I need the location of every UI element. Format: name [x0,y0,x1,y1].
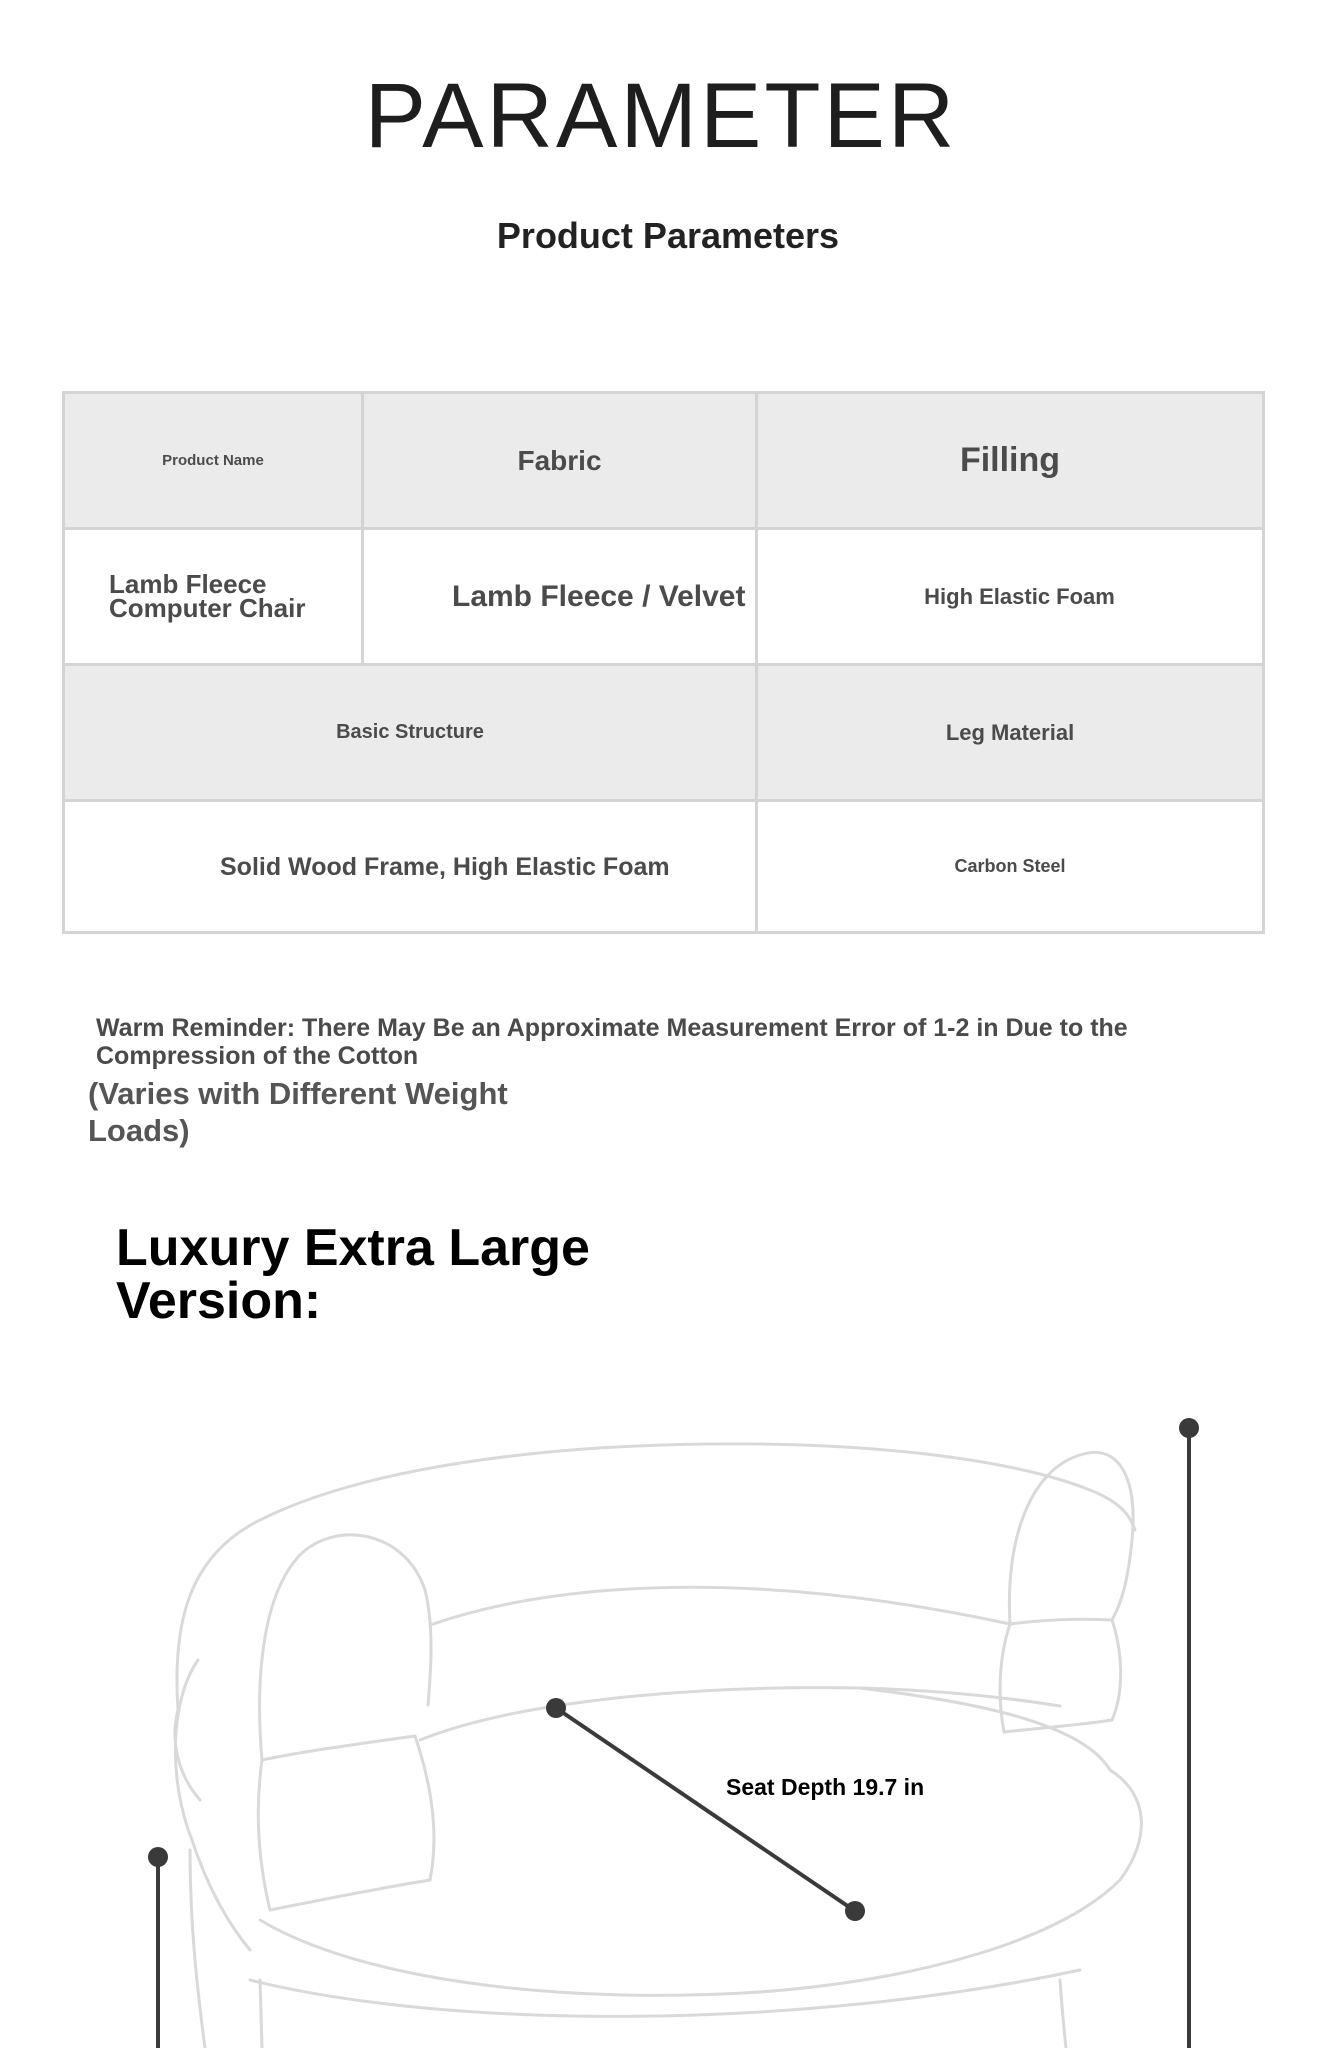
seat-depth-start-dot [546,1698,566,1718]
version-heading: Luxury Extra Large Version: [116,1219,590,1331]
table-row [64,529,1264,665]
value-product-name: Lamb Fleece Computer Chair [64,529,363,665]
table-row [64,801,1264,933]
seat-depth-end-dot [845,1901,865,1921]
header-product-name: Product Name [64,393,363,529]
weight-load-note: (Varies with Different Weight Loads) [88,1076,508,1148]
measurement-reminder: Warm Reminder: There May Be an Approximate Measurement Error of 1-2 in Due to the Compression of the Cotton [96,1014,1128,1070]
height-left-dot [148,1847,168,1867]
seat-depth-label: Seat Depth 19.7 in [726,1774,925,1800]
page-subtitle: Product Parameters [496,215,840,256]
table-row [64,665,1264,801]
header-leg-material: Leg Material [757,665,1264,801]
parameters-table [62,391,1265,934]
value-fabric: Lamb Fleece / Velvet [363,529,757,665]
value-filling: High Elastic Foam [757,529,1264,665]
dimension-markers [148,1418,1199,2048]
header-basic-structure: Basic Structure [64,665,757,801]
chair-dimension-drawing [0,1380,1322,2048]
header-filling: Filling [757,393,1264,529]
table-row [64,393,1264,529]
page-title: PARAMETER [364,65,958,167]
seat-depth-line [556,1708,855,1911]
chair-sketch [175,1444,1141,2048]
value-basic-structure: Solid Wood Frame, High Elastic Foam [64,801,757,933]
value-leg-material: Carbon Steel [757,801,1264,933]
height-right-dot [1179,1418,1199,1438]
header-fabric: Fabric [363,393,757,529]
